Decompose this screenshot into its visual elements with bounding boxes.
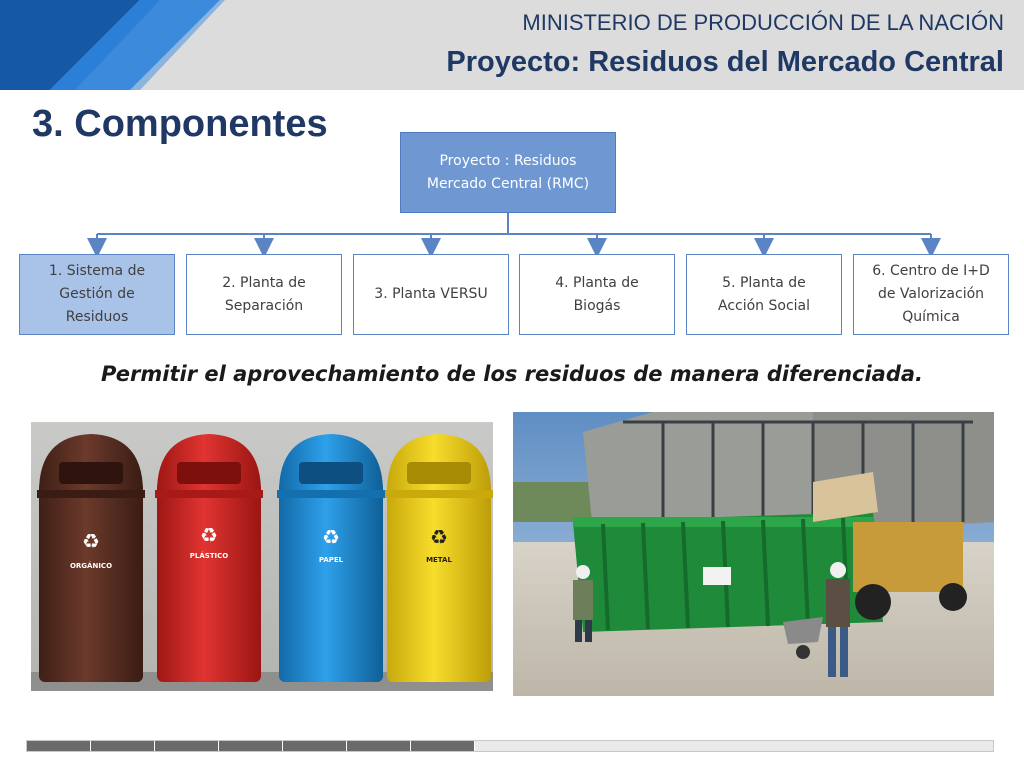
progress-segment	[27, 741, 91, 751]
recycle-icon: ♻	[82, 529, 100, 553]
component-label-1: 1. Sistema de Gestión de Residuos	[48, 263, 146, 325]
recycling-bins-photo	[31, 422, 493, 691]
bin-organico	[37, 434, 145, 682]
recycle-icon: ♻	[430, 525, 448, 549]
bin-label-plastico: PLÁSTICO	[189, 552, 229, 560]
recycle-icon: ♻	[322, 525, 340, 549]
org-root-label: Proyecto : Residuos Mercado Central (RMC)	[426, 152, 590, 192]
progress-segment	[347, 741, 411, 751]
component-box-6	[853, 254, 1009, 335]
component-label-6: 6. Centro de I+D de Valorización Química	[872, 263, 990, 325]
slide-progress-bar	[26, 740, 994, 752]
component-label-2: 2. Planta de Separación	[222, 274, 306, 314]
progress-segment	[411, 741, 475, 751]
bin-label-organico: ORGÁNICO	[69, 562, 113, 570]
section-title: 3. Componentes	[32, 103, 328, 145]
progress-segment	[283, 741, 347, 751]
bin-label-metal: METAL	[426, 556, 452, 564]
component-box-4	[519, 254, 675, 335]
bin-label-papel: PAPEL	[318, 556, 344, 564]
construction-site-photo	[513, 412, 994, 696]
component-label-5: 5. Planta de Acción Social	[717, 274, 810, 314]
component-label-3: 3. Planta VERSU	[374, 286, 488, 302]
component-box-1	[19, 254, 175, 335]
progress-segment	[155, 741, 219, 751]
component-label-4: 4. Planta de Biogás	[555, 274, 639, 314]
component-box-3	[353, 254, 509, 335]
recycle-icon: ♻	[200, 523, 218, 547]
component-box-5	[686, 254, 842, 335]
ministry-name: MINISTERIO DE PRODUCCIÓN DE LA NACIÓN	[522, 10, 1004, 35]
progress-remaining	[475, 741, 993, 751]
progress-segment	[219, 741, 283, 751]
tagline: Permitir el aprovechamiento de los residuos de manera diferenciada.	[100, 362, 924, 386]
component-box-2	[186, 254, 342, 335]
progress-segment	[91, 741, 155, 751]
project-title: Proyecto: Residuos del Mercado Central	[446, 46, 1004, 78]
org-root-box	[400, 132, 616, 213]
